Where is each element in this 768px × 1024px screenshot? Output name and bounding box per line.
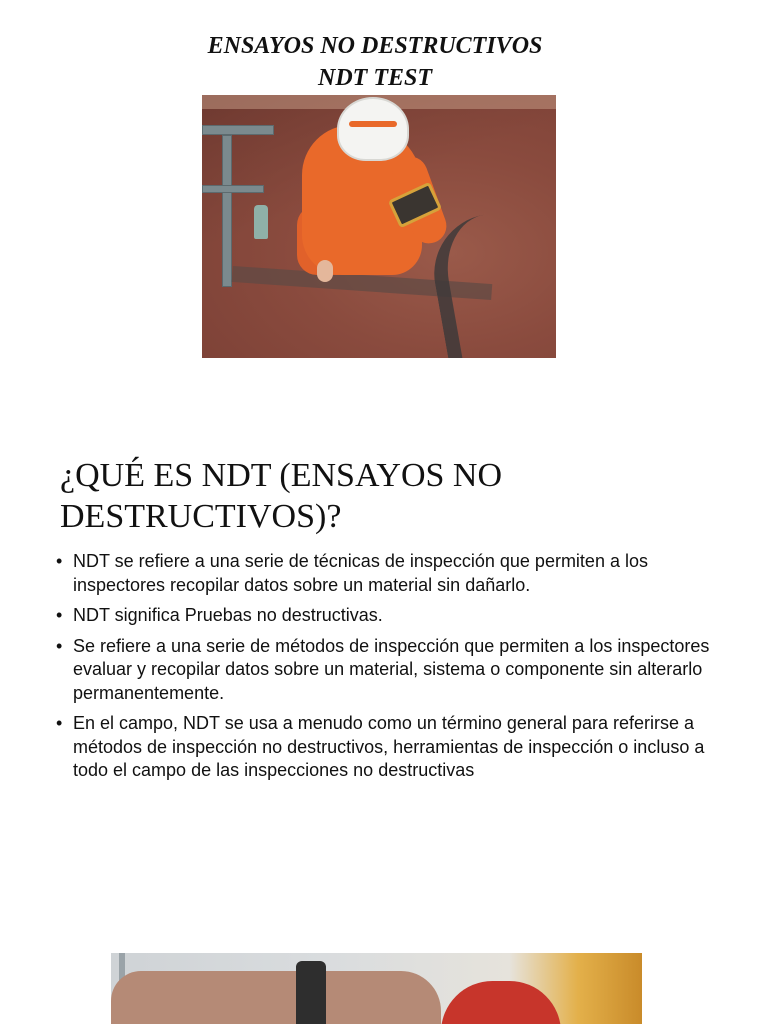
document-title	[0, 30, 750, 94]
bullet-dot: •	[56, 551, 63, 571]
worker-hand	[317, 260, 333, 282]
wristwatch	[296, 961, 326, 1024]
list-item	[56, 712, 736, 783]
list-item	[56, 604, 736, 628]
railing-post	[222, 135, 232, 287]
title-line-2: NDT TEST	[318, 65, 432, 91]
bullet-dot: •	[56, 713, 63, 733]
railing-bar	[202, 125, 274, 135]
list-item	[56, 635, 736, 706]
inspection-photo-cropped	[111, 953, 642, 1024]
bullet-text: En el campo, NDT se usa a menudo como un término general para referirse a métodos de inspección no destructivos, herramientas de inspección o incluso a todo el campo de las inspecciones no destructivas	[73, 713, 705, 780]
spray-bottle	[254, 205, 268, 239]
title-line-1: ENSAYOS NO DESTRUCTIVOS	[207, 33, 543, 59]
railing-bar	[202, 185, 264, 193]
safety-helmet	[337, 97, 409, 161]
list-item	[56, 550, 736, 597]
bullet-text: Se refiere a una serie de métodos de inspección que permiten a los inspectores evaluar y recopilar datos sobre un material, sistema o componente sin alterarlo permanentemente.	[73, 635, 710, 703]
technician-arm	[111, 971, 441, 1024]
inspector-photo	[202, 95, 556, 358]
bullet-list	[56, 550, 736, 790]
bullet-text: NDT se refiere a una serie de técnicas de inspección que permiten a los inspectores recopilar datos sobre un material sin dañarlo.	[73, 551, 648, 595]
bullet-dot: •	[56, 605, 63, 625]
section-heading: ¿QUÉ ES NDT (ENSAYOS NO DESTRUCTIVOS)?	[60, 457, 503, 535]
red-object	[441, 981, 561, 1024]
bullet-dot: •	[56, 635, 63, 656]
bullet-text: NDT significa Pruebas no destructivas.	[73, 605, 383, 625]
